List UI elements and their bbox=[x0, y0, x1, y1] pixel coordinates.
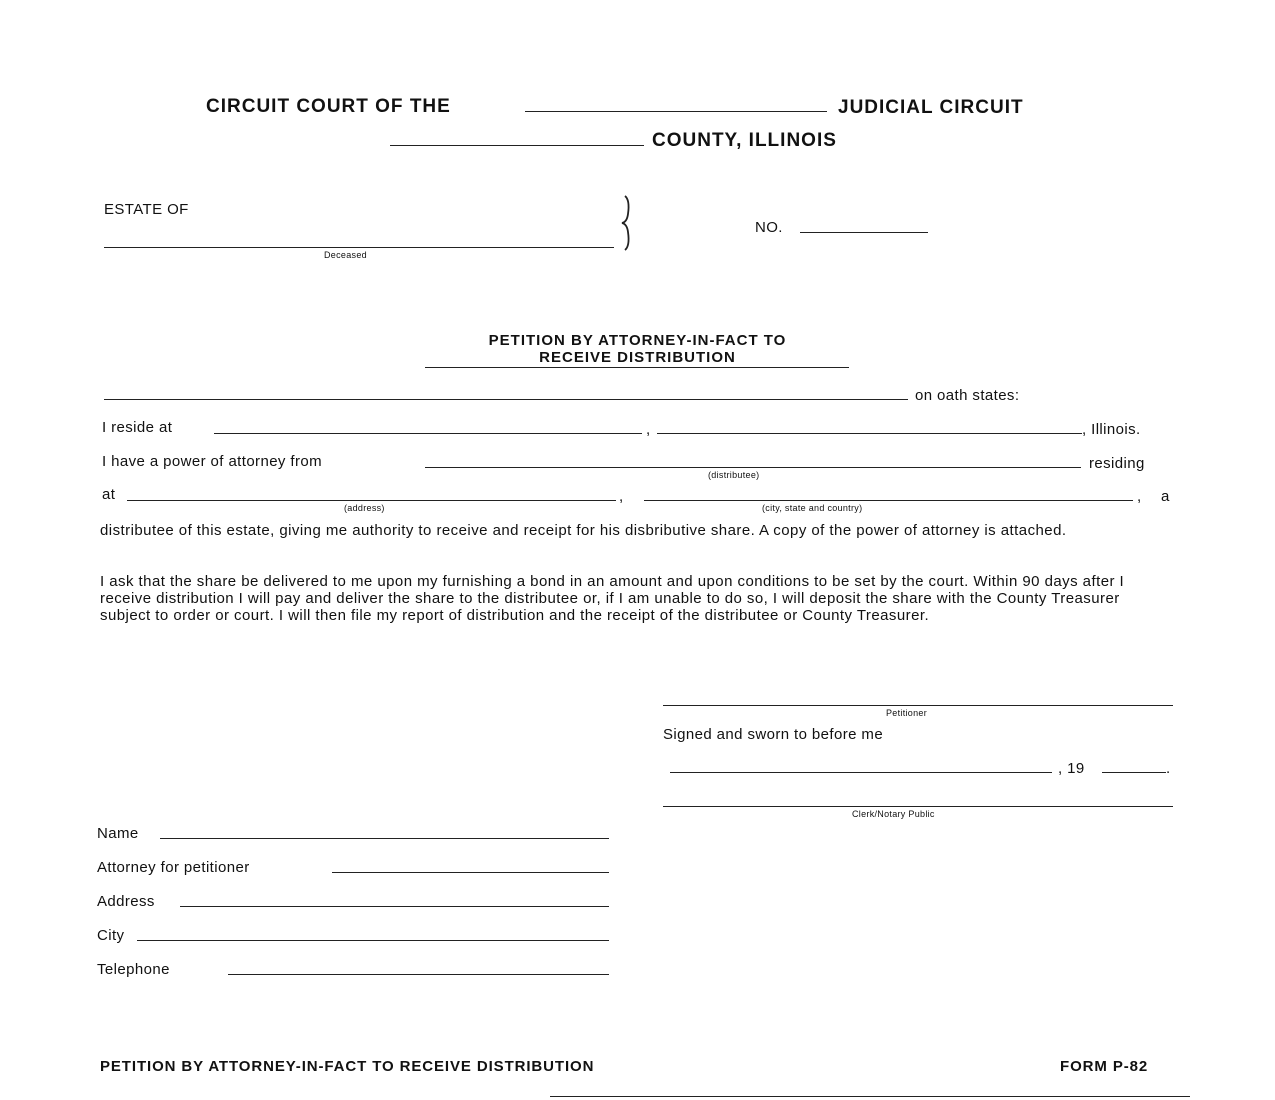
caption-bracket bbox=[618, 194, 638, 252]
county-suffix: COUNTY, ILLINOIS bbox=[652, 130, 837, 151]
county-field[interactable] bbox=[390, 145, 644, 146]
telephone-label: Telephone bbox=[97, 961, 170, 978]
case-no-label: NO. bbox=[755, 219, 783, 236]
city-label: City bbox=[97, 927, 125, 944]
attorney-name-field[interactable] bbox=[160, 838, 609, 839]
form-number: FORM P-82 bbox=[1060, 1058, 1149, 1075]
poa-from-label: I have a power of attorney from bbox=[102, 453, 323, 470]
estate-of-label: ESTATE OF bbox=[104, 201, 189, 218]
petitioner-signature-field[interactable] bbox=[663, 705, 1173, 706]
title-line-2: RECEIVE DISTRIBUTION bbox=[539, 349, 736, 366]
signed-sworn-text: Signed and sworn to before me bbox=[663, 726, 884, 743]
bottom-edge-line bbox=[550, 1096, 1190, 1097]
court-suffix: JUDICIAL CIRCUIT bbox=[838, 97, 1024, 118]
year-field[interactable] bbox=[1102, 772, 1166, 773]
attorney-address-field[interactable] bbox=[180, 906, 609, 907]
reside-at-label: I reside at bbox=[102, 419, 173, 436]
delivery-paragraph: I ask that the share be delivered to me upon my furnishing a bond in an amount and upon conditions to be set by the court. Within 90 days after I receive distribution I will pay and deliver the share to the distributee or, if I am unable to do so, I will deposit the share with the County Treasurer subject to order or court. I will then file my report of distribution and the receipt of the distributee or County Treasurer. bbox=[100, 573, 1125, 624]
at-comma: , bbox=[619, 488, 624, 505]
sworn-date-field[interactable] bbox=[670, 772, 1052, 773]
case-no-field[interactable] bbox=[800, 232, 928, 233]
petitioner-name-field[interactable] bbox=[104, 399, 908, 400]
reside-comma: , bbox=[646, 421, 651, 438]
illinois-text: , Illinois. bbox=[1082, 421, 1141, 438]
title-underline bbox=[425, 367, 849, 368]
title-line-1: PETITION BY ATTORNEY-IN-FACT TO bbox=[488, 332, 787, 349]
a-word: a bbox=[1161, 488, 1170, 505]
distributee-paragraph: distributee of this estate, giving me authority to receive and receipt for his disbributive share. A copy of the power of attorney is attached. bbox=[100, 522, 1067, 539]
notary-caption: Clerk/Notary Public bbox=[852, 809, 935, 819]
a-comma: , bbox=[1137, 488, 1142, 505]
residing-text: residing bbox=[1089, 455, 1145, 472]
year-prefix: , 19 bbox=[1058, 760, 1085, 777]
year-period: . bbox=[1166, 760, 1171, 777]
residence-address-field[interactable] bbox=[214, 433, 642, 434]
court-prefix: CIRCUIT COURT OF THE bbox=[206, 96, 451, 117]
city-caption: (city, state and country) bbox=[762, 503, 863, 513]
attorney-telephone-field[interactable] bbox=[228, 974, 609, 975]
petitioner-caption: Petitioner bbox=[886, 708, 928, 718]
at-label: at bbox=[102, 486, 116, 503]
distributee-city-field[interactable] bbox=[644, 500, 1133, 501]
residence-city-field[interactable] bbox=[657, 433, 1082, 434]
attorney-for-label: Attorney for petitioner bbox=[97, 859, 250, 876]
name-label: Name bbox=[97, 825, 139, 842]
distributee-address-field[interactable] bbox=[127, 500, 616, 501]
address-caption: (address) bbox=[344, 503, 385, 513]
attorney-for-field[interactable] bbox=[332, 872, 609, 873]
address-label: Address bbox=[97, 893, 155, 910]
on-oath-text: on oath states: bbox=[915, 387, 1020, 404]
distributee-name-field[interactable] bbox=[425, 467, 1081, 468]
deceased-caption: Deceased bbox=[324, 250, 367, 260]
attorney-city-field[interactable] bbox=[137, 940, 609, 941]
distributee-caption: (distributee) bbox=[708, 470, 760, 480]
judicial-circuit-field[interactable] bbox=[525, 111, 827, 112]
footer-title: PETITION BY ATTORNEY-IN-FACT TO RECEIVE DISTRIBUTION bbox=[100, 1058, 595, 1075]
notary-signature-field[interactable] bbox=[663, 806, 1173, 807]
deceased-name-field[interactable] bbox=[104, 247, 614, 248]
